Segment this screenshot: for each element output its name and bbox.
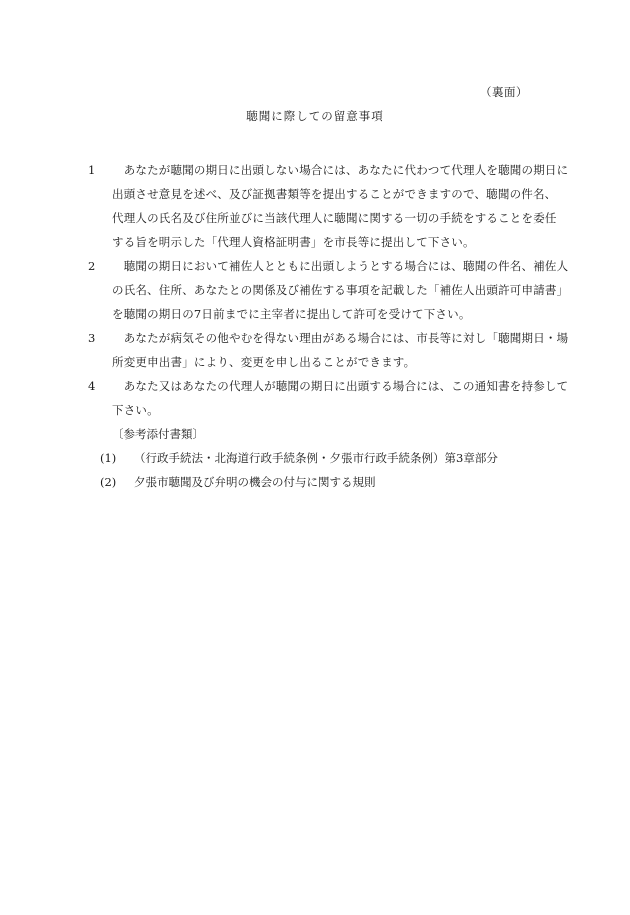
item-line: 所変更申出書」により、変更を申し出ることができます。 (112, 355, 416, 369)
notice-list (88, 158, 569, 494)
item-text (112, 254, 569, 326)
item-line: あなたが病気その他やむを得ない理由がある場合には、市長等に対し「聴聞期日・場 (112, 331, 569, 345)
item-line: する旨を明示した「代理人資格証明書」を市長等に提出して下さい。 (112, 235, 475, 249)
notice-item-2 (88, 254, 569, 326)
item-line: を聴聞の期日の7日前までに主宰者に提出して許可を受けて下さい。 (112, 307, 471, 321)
reference-number: (2) (100, 475, 117, 489)
notice-item-3 (88, 326, 569, 374)
references-heading: 〔参考添付書類〕 (112, 427, 204, 441)
notice-item-4 (88, 374, 569, 422)
item-line: の氏名、住所、あなたとの関係及び補佐する事項を記載した「補佐人出頭許可申請書」 (112, 283, 569, 297)
reference-number: (1) (100, 451, 117, 465)
item-line: あなたが聴聞の期日に出頭しない場合には、あなたに代わつて代理人を聴聞の期日に (112, 163, 569, 177)
item-number: 1 (88, 163, 96, 177)
page-side-label: （裏面） (480, 85, 528, 99)
item-number: 3 (88, 331, 96, 345)
item-line: 代理人の氏名及び住所並びに当該代理人に聴聞に関する一切の手続をすることを委任 (112, 211, 557, 225)
notice-item-1 (88, 158, 569, 254)
document-title: 聴聞に際しての留意事項 (246, 109, 384, 123)
item-line: 出頭させ意見を述べ、及び証拠書類等を提出することができますので、聴聞の件名、 (112, 187, 557, 201)
item-line: あなた又はあなたの代理人が聴聞の期日に出頭する場合には、この通知書を持参して (112, 379, 569, 393)
item-text (112, 158, 569, 254)
reference-item-2 (100, 470, 558, 494)
item-number: 4 (88, 379, 96, 393)
reference-item-1 (100, 446, 558, 470)
item-number: 2 (88, 259, 96, 273)
item-text (112, 374, 569, 422)
reference-text: （行政手続法・北海道行政手続条例・夕張市行政手続条例）第3章部分 (134, 451, 498, 465)
reference-text: 夕張市聴聞及び弁明の機会の付与に関する規則 (134, 475, 376, 489)
item-line: 下さい。 (112, 403, 159, 417)
item-line: 聴聞の期日において補佐人とともに出頭しようとする場合には、聴聞の件名、補佐人 (112, 259, 569, 273)
item-text (112, 326, 569, 374)
